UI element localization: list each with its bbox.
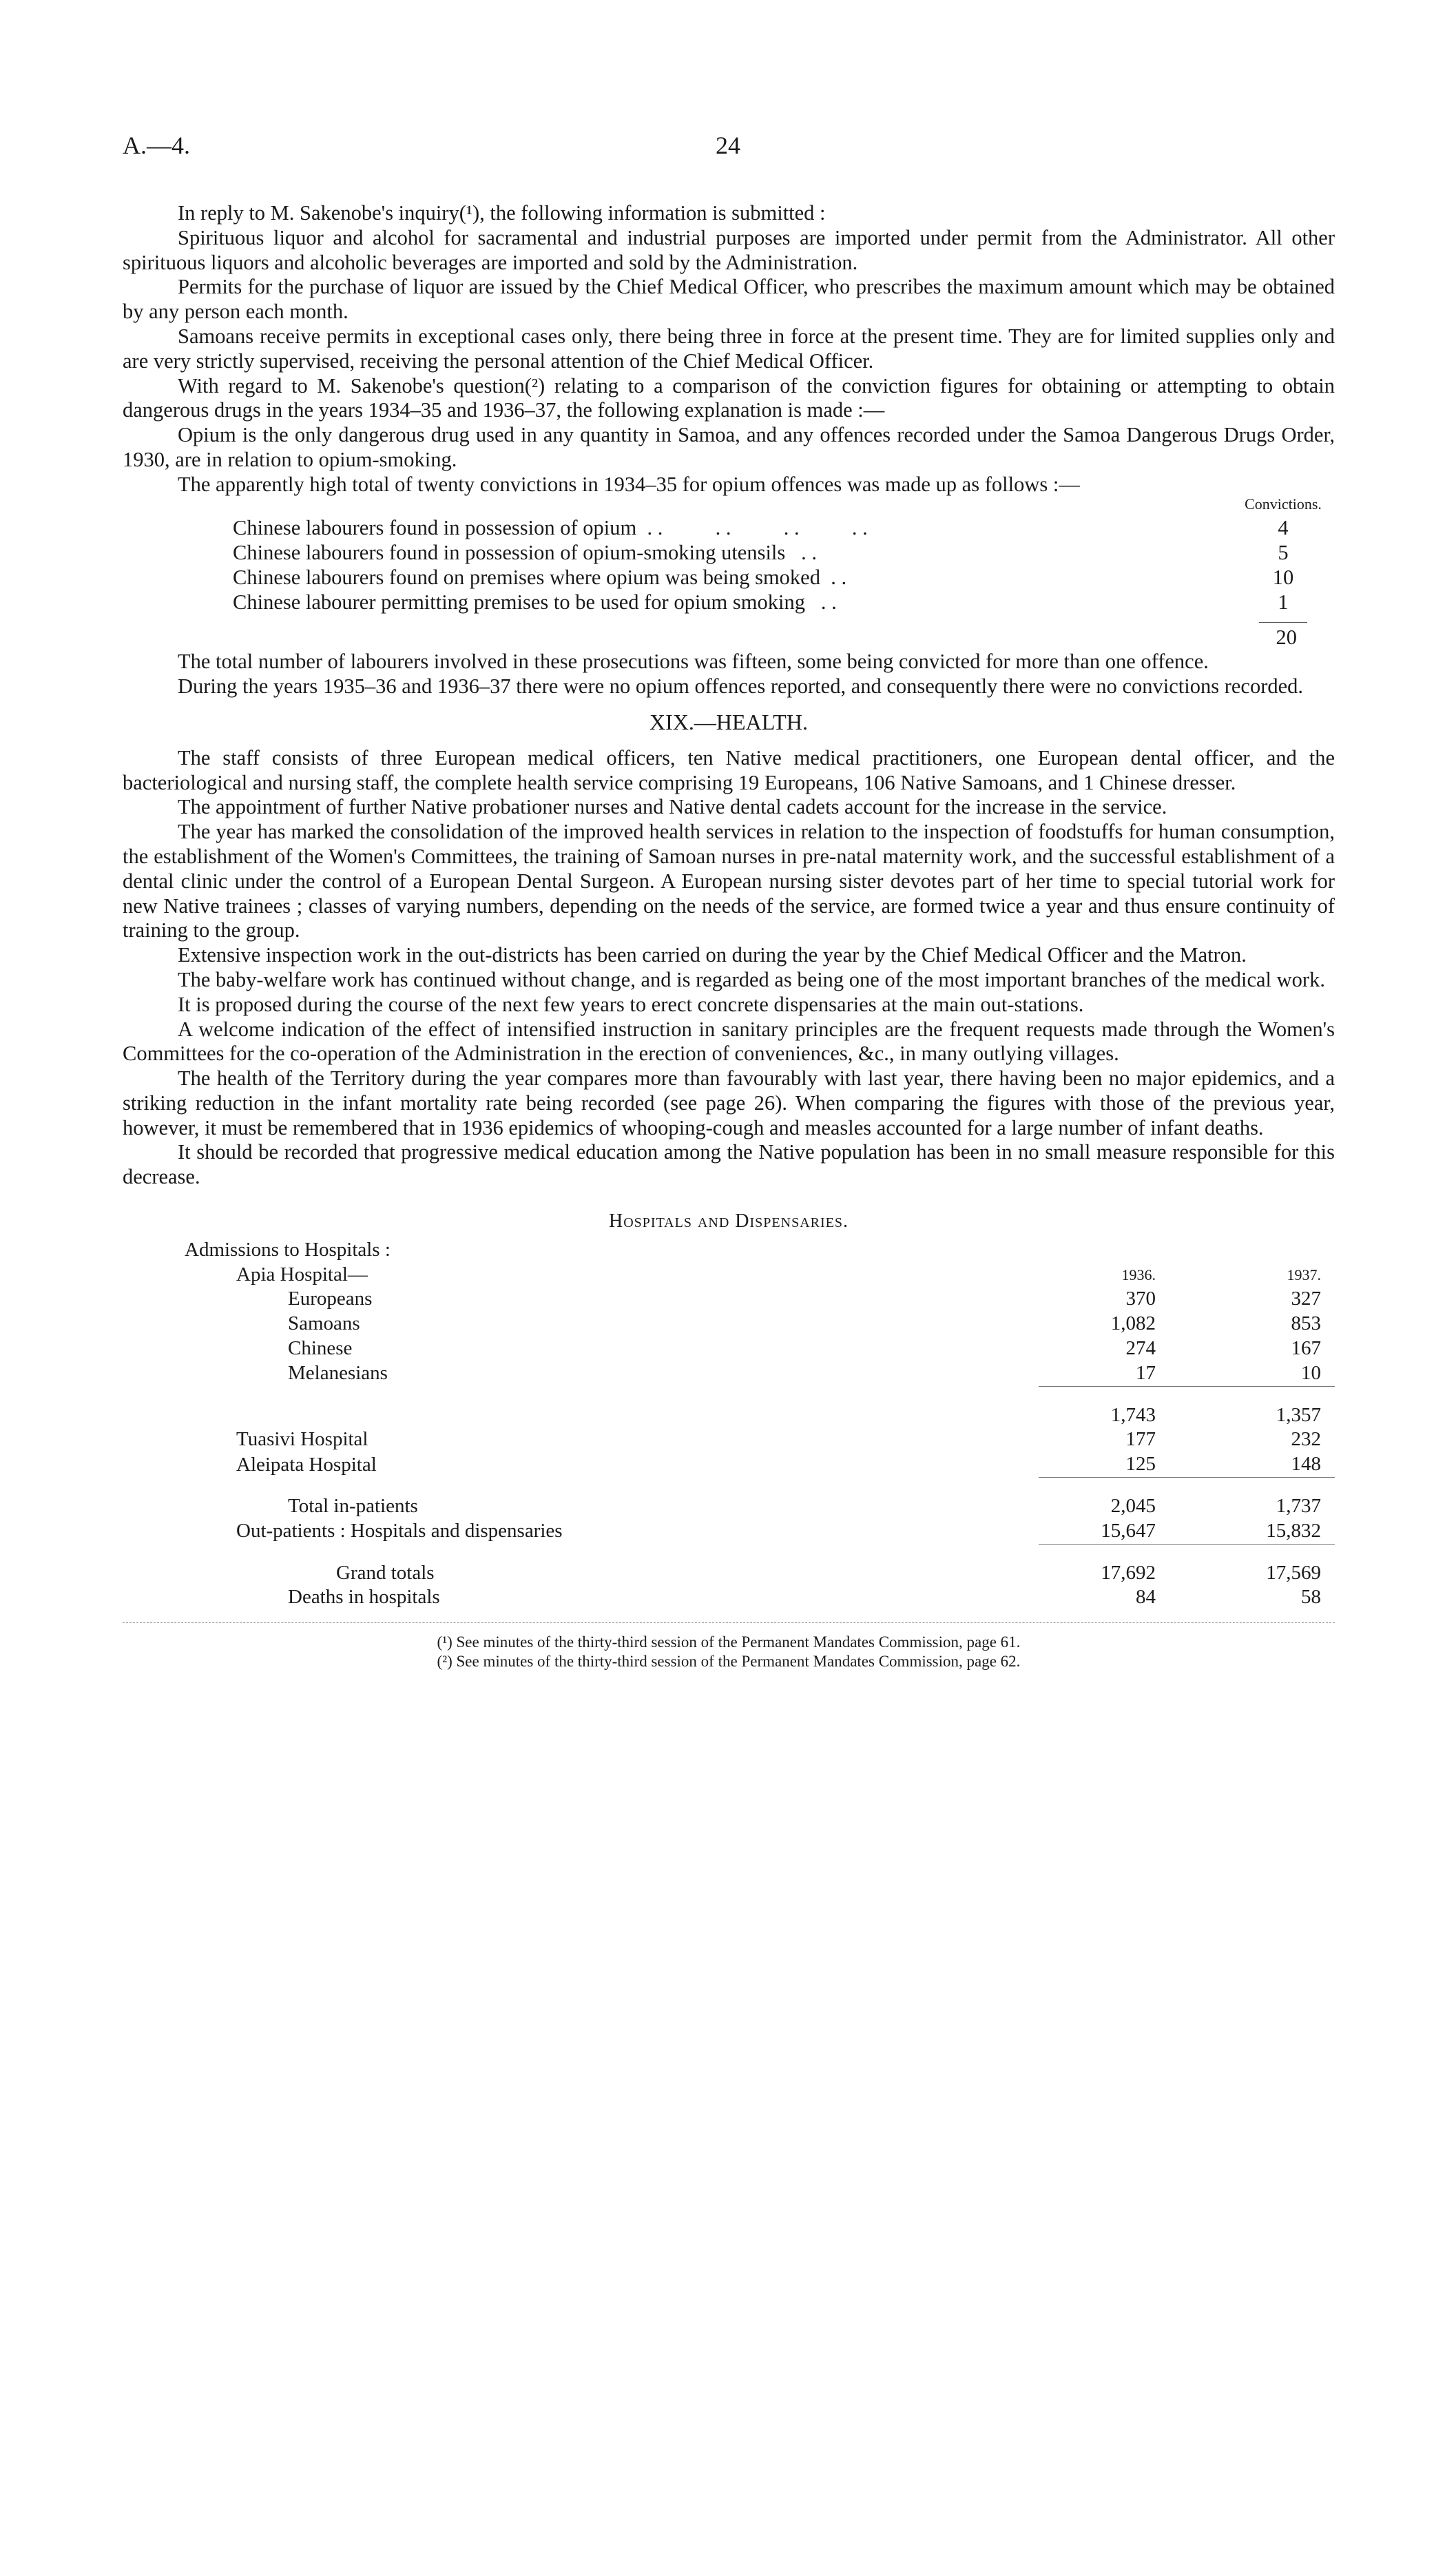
value-1937: 167 — [1291, 1337, 1321, 1360]
table-row — [123, 1494, 1335, 1519]
row-label: Aleipata Hospital — [236, 1453, 377, 1476]
value-1937: 232 — [1291, 1428, 1321, 1451]
value-1936: 177 — [1125, 1428, 1156, 1451]
outpatients-1937: 15,832 — [1266, 1519, 1321, 1542]
total-inpatients-1937: 1,737 — [1276, 1495, 1321, 1518]
value-1936: 17 — [1136, 1361, 1156, 1384]
convictions-total: 20 — [1276, 625, 1297, 649]
grand-total-1937: 17,569 — [1266, 1561, 1321, 1584]
page-header — [123, 131, 1333, 172]
footnote: (¹) See minutes of the thirty-third session of the Permanent Mandates Commission, page 61. — [437, 1633, 1021, 1651]
row-label: Tuasivi Hospital — [236, 1428, 368, 1451]
row-label: Chinese — [288, 1337, 353, 1360]
table-row — [123, 1312, 1335, 1336]
value-1936: 274 — [1125, 1337, 1156, 1360]
conviction-count: 4 — [1278, 516, 1289, 540]
value-1936: 125 — [1125, 1453, 1156, 1476]
table-row — [123, 1238, 1335, 1263]
row-label: Out-patients : Hospitals and dispensaries — [236, 1520, 563, 1542]
conviction-count: 5 — [1278, 541, 1289, 565]
conviction-description: Chinese labourers found on premises where opium was being smoked — [233, 565, 820, 589]
convictions-intro — [123, 473, 1335, 497]
conviction-description: Chinese labourers found in possession of opium-smoking utensils — [233, 541, 786, 565]
paragraph: Samoans receive permits in exceptional cases only, there being three in force at the present time. They are for limited supplies only and are very strictly supervised, receiving the personal attention of the Chief Medical Officer. — [123, 324, 1335, 373]
document-code: A.—4. — [123, 132, 190, 159]
leader-dots: . . — [804, 590, 837, 614]
table-row — [123, 1519, 1335, 1544]
table-row — [123, 1585, 1335, 1610]
apia-subtotal-1936: 1,743 — [1110, 1403, 1156, 1426]
table-row — [123, 1452, 1335, 1477]
leader-dots: . . — [785, 541, 818, 565]
deaths-1937: 58 — [1301, 1586, 1321, 1609]
total-inpatients-1936: 2,045 — [1110, 1495, 1156, 1518]
subtotal-rule — [1039, 1478, 1169, 1495]
value-1936: 1,082 — [1110, 1312, 1156, 1335]
row-label: Samoans — [288, 1312, 360, 1335]
apia-subtotal-1937: 1,357 — [1276, 1403, 1321, 1426]
table-row — [123, 1427, 1335, 1452]
paragraph: With regard to M. Sakenobe's question(²) relating to a comparison of the conviction figures for obtaining or attempting to obtain dangerous drugs in the years 1934–35 and 1936–37, the following explanation is made :— — [123, 373, 1335, 422]
convictions-column-title: Convictions. — [1245, 495, 1322, 513]
table-row — [123, 1361, 1335, 1386]
value-1937: 853 — [1291, 1312, 1321, 1335]
row-label: Europeans — [288, 1288, 373, 1310]
paragraph: During the years 1935–36 and 1936–37 there were no opium offences reported, and consequently there were no convictions recorded. — [178, 674, 1304, 699]
paragraph: The appointment of further Native probationer nurses and Native dental cadets account for the increase in the service. — [178, 795, 1167, 819]
row-label: Melanesians — [288, 1362, 388, 1385]
paragraph: The apparently high total of twenty convictions in 1934–35 for opium offences was made up as follows :— — [178, 472, 1080, 496]
year-1937-header: 1937. — [1287, 1266, 1321, 1283]
hospitals-table — [123, 1238, 1335, 1610]
list-item — [233, 541, 1335, 566]
row-label: Total in-patients — [288, 1495, 418, 1518]
value-1937: 10 — [1301, 1361, 1321, 1384]
footnotes — [123, 1633, 1335, 1671]
conviction-count: 10 — [1272, 565, 1294, 589]
paragraph: The year has marked the consolidation of the improved health services in relation to the inspection of foodstuffs for human consumption, the establishment of the Women's Committees, the training of Samoan nurses in pre-natal maternity work, and the successful establishment of a dental clinic under the control of a European Dental Surgeon. A European nursing sister devotes part of her time to special tutorial work for new Native trainees ; classes of varying numbers, depending on the needs of the service, are formed twice a year and thus ensure continuity of training to the group. — [123, 820, 1335, 942]
paragraph: Extensive inspection work in the out-districts has been carried on during the year by the Chief Medical Officer and the Matron. — [178, 943, 1247, 967]
row-label: Deaths in hospitals — [288, 1586, 440, 1609]
paragraph: Permits for the purchase of liquor are issued by the Chief Medical Officer, who prescribes the maximum amount which may be obtained by any person each month. — [123, 275, 1335, 324]
table-row — [123, 1478, 1335, 1495]
paragraph: In reply to M. Sakenobe's inquiry(¹), the following information is submitted : — [178, 201, 826, 225]
paragraph: The health of the Territory during the year compares more than favourably with last year, there having been no major epidemics, and a striking reduction in the infant mortality rate being recorded (see page 26). When comparing the figures with those of the previous year, however, it must be remembered that in 1936 epidemics of whooping-cough and measles accounted for a large number of infant deaths. — [123, 1066, 1335, 1139]
section-heading: XIX.—HEALTH. — [649, 709, 808, 734]
table-row — [123, 1336, 1335, 1361]
conviction-description: Chinese labourers found in possession of opium — [233, 516, 637, 540]
leader-dots: . . — [820, 565, 847, 589]
convictions-list — [233, 516, 1335, 615]
paragraph: It is proposed during the course of the next few years to erect concrete dispensaries at the main out-stations. — [178, 992, 1084, 1016]
subtotal-rule — [1169, 1544, 1335, 1561]
table-title: Hospitals and Dispensaries. — [609, 1210, 849, 1232]
subtotal-rule — [1039, 1544, 1169, 1561]
conviction-description: Chinese labourer permitting premises to be used for opium smoking — [233, 590, 805, 614]
list-item — [233, 590, 1335, 615]
admissions-label: Admissions to Hospitals : — [185, 1238, 391, 1261]
table-row — [123, 1386, 1335, 1403]
table-row — [123, 1561, 1335, 1586]
year-1936-header: 1936. — [1121, 1266, 1156, 1283]
deaths-1936: 84 — [1136, 1586, 1156, 1609]
table-row — [123, 1263, 1335, 1288]
table-row — [123, 1287, 1335, 1312]
paragraph: It should be recorded that progressive medical education among the Native population has been in no small measure responsible for this decrease. — [123, 1140, 1335, 1189]
apia-label: Apia Hospital— — [236, 1263, 368, 1286]
page-body — [123, 201, 1335, 1671]
list-item — [233, 566, 1335, 590]
footnote: (²) See minutes of the thirty-third session of the Permanent Mandates Commission, page 62. — [437, 1653, 1021, 1671]
paragraph: The total number of labourers involved in these prosecutions was fifteen, some being convicted for more than one offence. — [178, 650, 1209, 674]
subtotal-rule — [1169, 1478, 1335, 1495]
subtotal-rule — [1039, 1386, 1169, 1403]
paragraph: Spirituous liquor and alcohol for sacramental and industrial purposes are imported under permit from the Administrator. All other spirituous liquors and alcoholic beverages are imported and sold by the Administration. — [123, 225, 1335, 274]
paragraph: A welcome indication of the effect of intensified instruction in sanitary principles are the frequent requests made through the Women's Committees for the co-operation of the Administration in the erection of conveniences, &c., in many outlying villages. — [123, 1017, 1335, 1066]
list-item — [233, 516, 1335, 541]
total-rule — [1259, 622, 1307, 623]
paragraph: The staff consists of three European medical officers, ten Native medical practitioners, one European dental officer, and the bacteriological and nursing staff, the complete health service comprising 19 Europeans, 106 Native Samoans, and 1 Chinese dresser. — [123, 745, 1335, 794]
page-number: 24 — [716, 132, 740, 159]
value-1937: 327 — [1291, 1288, 1321, 1310]
value-1937: 148 — [1291, 1453, 1321, 1476]
table-row — [123, 1403, 1335, 1428]
grand-total-1936: 17,692 — [1101, 1561, 1156, 1584]
paragraph: Opium is the only dangerous drug used in any quantity in Samoa, and any offences recorded under the Samoa Dangerous Drugs Order, 1930, are in relation to opium-smoking. — [123, 423, 1335, 471]
leader-dots: . . . . . . . . — [636, 516, 868, 540]
value-1936: 370 — [1125, 1288, 1156, 1310]
outpatients-1936: 15,647 — [1101, 1519, 1156, 1542]
subtotal-rule — [1169, 1386, 1335, 1403]
paragraph: The baby-welfare work has continued without change, and is regarded as being one of the most important branches of the medical work. — [178, 967, 1325, 991]
row-label: Grand totals — [336, 1561, 435, 1584]
table-row — [123, 1544, 1335, 1561]
conviction-count: 1 — [1278, 590, 1289, 614]
footnote-divider — [123, 1622, 1335, 1623]
